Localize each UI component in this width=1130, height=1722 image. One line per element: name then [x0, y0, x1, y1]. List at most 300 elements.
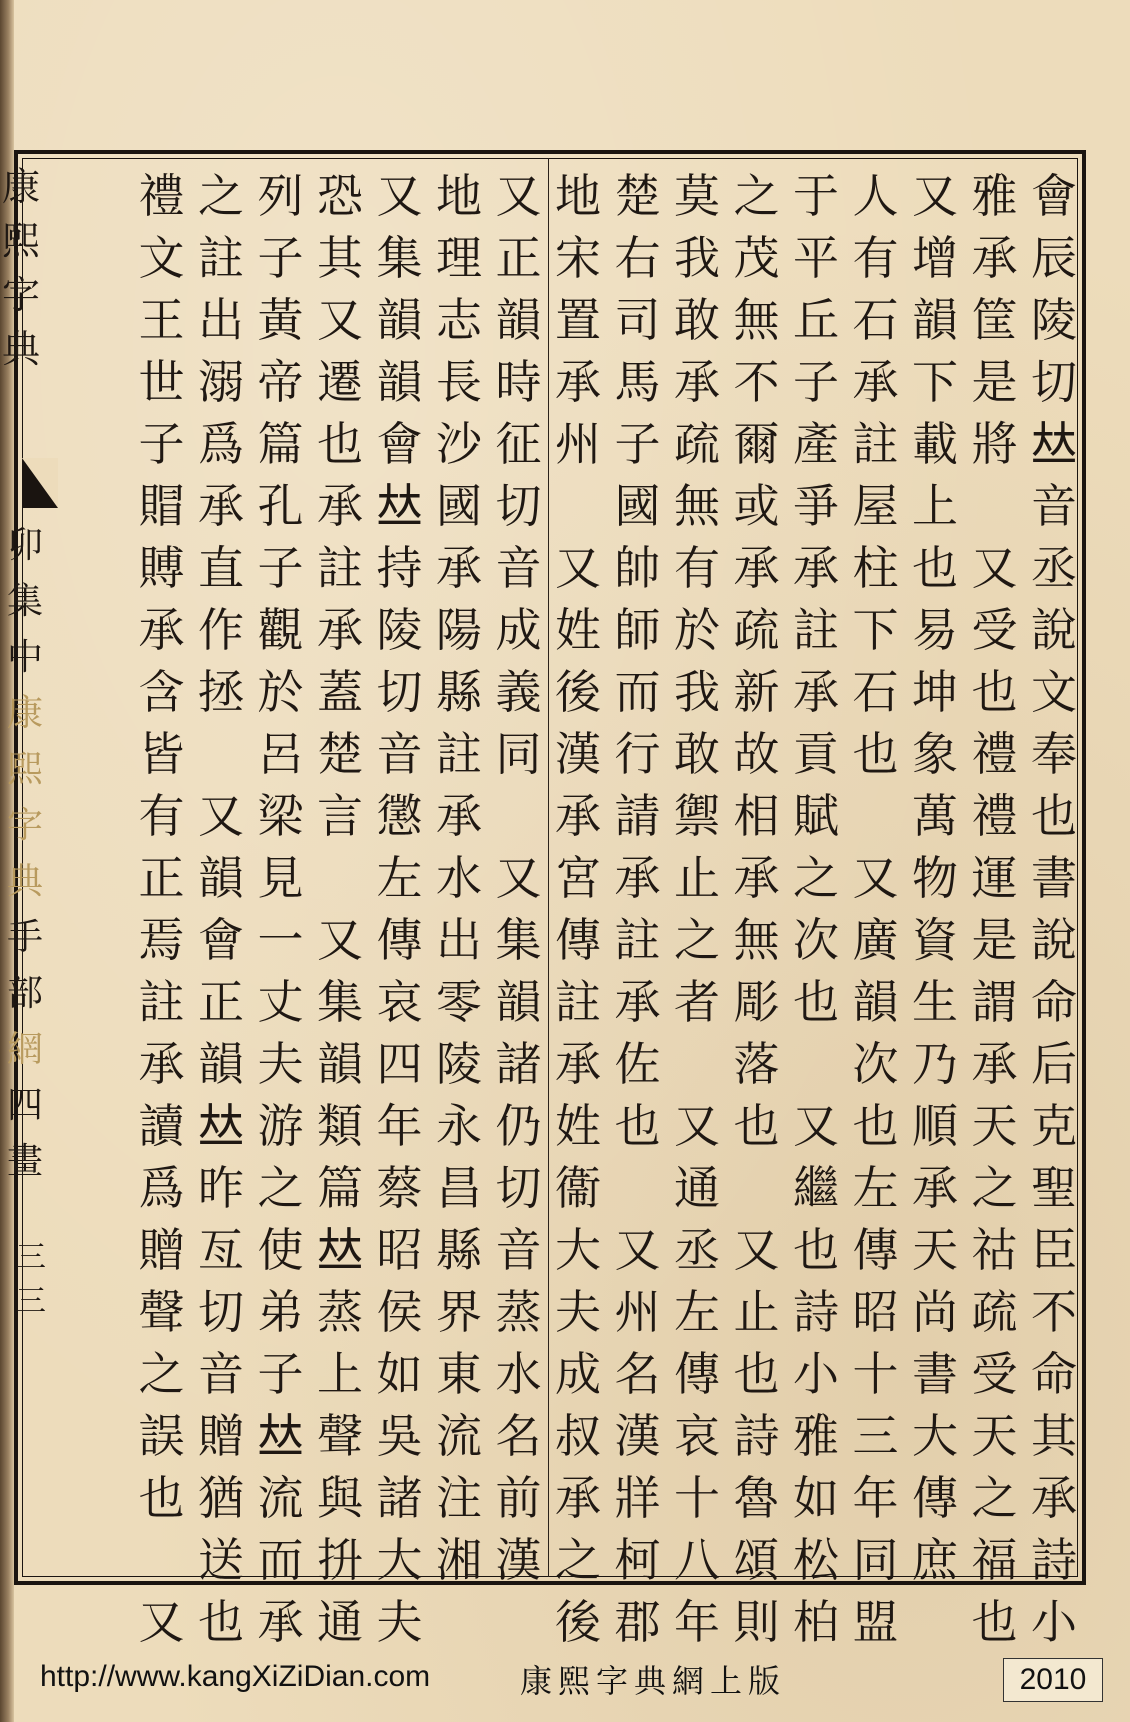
text-char: 楚	[317, 727, 363, 781]
text-char: 又	[674, 1099, 720, 1153]
text-char: 集	[317, 975, 363, 1029]
text-char: 十	[852, 1347, 899, 1401]
text-char: 使	[257, 1223, 304, 1277]
text-char: 敢	[674, 293, 720, 347]
text-column	[197, 165, 245, 1653]
text-char: 𠀤	[1031, 417, 1077, 471]
text-char: 切	[495, 1161, 542, 1215]
text-char: 子	[257, 1347, 304, 1401]
text-char: 註	[317, 541, 363, 595]
text-char: 猶	[198, 1471, 244, 1525]
text-char: 莫	[674, 169, 720, 223]
text-char: 贈	[138, 1223, 185, 1277]
text-char: 韻	[198, 851, 244, 905]
text-char: 運	[971, 851, 1018, 905]
text-char: 是	[971, 913, 1018, 967]
text-char: 之	[733, 169, 780, 223]
text-char: 直	[198, 541, 244, 595]
text-char: 註	[852, 417, 899, 471]
text-char: 漢	[495, 1533, 542, 1587]
text-char: 音	[198, 1347, 244, 1401]
text-char	[673, 1033, 721, 1095]
text-char	[792, 1033, 840, 1095]
text-char: 次	[793, 913, 839, 967]
text-char: 成	[555, 1347, 601, 1401]
text-char: 音	[376, 727, 423, 781]
text-char: 國	[436, 479, 482, 533]
text-char: 新	[733, 665, 780, 719]
text-char: 韻	[376, 293, 423, 347]
text-char: 承	[138, 603, 185, 657]
text-char	[138, 1529, 186, 1591]
text-char: 也	[138, 1471, 185, 1525]
text-char: 湘	[436, 1533, 482, 1587]
text-char: 年	[852, 1471, 899, 1525]
text-char: 誤	[138, 1409, 185, 1463]
text-char: 之	[555, 1533, 601, 1587]
text-char: 師	[614, 603, 661, 657]
margin-section	[0, 518, 50, 1190]
text-char: 彫	[733, 975, 780, 1029]
text-char: 注	[436, 1471, 482, 1525]
text-char: 不	[1031, 1285, 1077, 1339]
text-char: 置	[555, 293, 601, 347]
text-char: 焉	[138, 913, 185, 967]
text-char: 詩	[733, 1409, 780, 1463]
text-char: 承	[674, 355, 720, 409]
text-char: 切	[198, 1285, 244, 1339]
text-char: 哀	[376, 975, 423, 1029]
text-char: 承	[1031, 1471, 1077, 1525]
text-char: 讀	[138, 1099, 185, 1153]
text-char: 四	[376, 1037, 423, 1091]
text-char	[614, 1157, 662, 1219]
text-char: 司	[614, 293, 661, 347]
text-char: 哀	[674, 1409, 720, 1463]
text-char: 者	[674, 975, 720, 1029]
text-char: 承	[555, 789, 601, 843]
margin-stamp: 康熙字典	[6, 693, 43, 902]
text-char: 丞	[1031, 541, 1077, 595]
text-char: 丞	[674, 1223, 720, 1277]
text-char: 子	[793, 355, 839, 409]
text-char: 頌	[733, 1533, 780, 1587]
text-char: 正	[198, 975, 244, 1029]
text-char: 筐	[971, 293, 1018, 347]
text-char: 承	[436, 541, 482, 595]
text-char: 一	[257, 913, 304, 967]
text-char: 禮	[138, 169, 185, 223]
text-char: 承	[733, 851, 780, 905]
text-char	[554, 475, 602, 537]
text-char: 魯	[733, 1471, 780, 1525]
text-char: 生	[912, 975, 958, 1029]
text-char: 韻	[912, 293, 958, 347]
text-char: 止	[733, 1285, 780, 1339]
margin-stamp-2: 網	[6, 1029, 43, 1070]
text-char	[852, 785, 900, 847]
text-char: 左	[674, 1285, 720, 1339]
text-char: 言	[317, 789, 363, 843]
text-column	[495, 165, 543, 1591]
text-char: 承	[198, 479, 244, 533]
text-char: 名	[614, 1347, 661, 1401]
text-char: 故	[733, 727, 780, 781]
text-char: 篇	[317, 1161, 363, 1215]
text-char: 我	[674, 231, 720, 285]
text-char: 侯	[376, 1285, 423, 1339]
text-char: 易	[912, 603, 958, 657]
footer-page-number: 2010	[1003, 1658, 1103, 1702]
text-char: 則	[733, 1595, 780, 1649]
text-char: 雅	[793, 1409, 839, 1463]
text-column	[673, 165, 721, 1653]
text-char: 天	[912, 1223, 958, 1277]
text-char: 柯	[614, 1533, 661, 1587]
text-char: 切	[376, 665, 423, 719]
text-char: 承	[555, 355, 601, 409]
text-char: 音	[495, 1223, 542, 1277]
text-char: 之	[971, 1161, 1018, 1215]
text-char: 產	[793, 417, 839, 471]
text-char: 下	[852, 603, 899, 657]
text-char: 載	[912, 417, 958, 471]
text-column	[1030, 165, 1078, 1653]
text-char: 也	[852, 727, 899, 781]
text-char: 陵	[1031, 293, 1077, 347]
text-char: 郡	[614, 1595, 661, 1649]
text-char: 名	[495, 1409, 542, 1463]
text-char: 也	[1031, 789, 1077, 843]
text-char: 貢	[793, 727, 839, 781]
text-char: 請	[614, 789, 661, 843]
text-char: 永	[436, 1099, 482, 1153]
text-char: 蒸	[495, 1285, 542, 1339]
text-char: 衞	[555, 1161, 601, 1215]
text-char: 州	[555, 417, 601, 471]
text-char: 地	[436, 169, 482, 223]
text-char: 切	[1031, 355, 1077, 409]
text-char: 文	[138, 231, 185, 285]
text-char: 如	[793, 1471, 839, 1525]
text-char: 零	[436, 975, 482, 1029]
text-char: 承	[138, 1037, 185, 1091]
text-char: 長	[436, 355, 482, 409]
text-char: 也	[733, 1347, 780, 1401]
text-char: 小	[793, 1347, 839, 1401]
text-char: 孔	[257, 479, 304, 533]
text-char: 又	[852, 851, 899, 905]
text-column	[733, 165, 781, 1653]
text-char: 後	[555, 665, 601, 719]
text-char: 義	[495, 665, 542, 719]
text-char: 切	[495, 479, 542, 533]
text-char: 馬	[614, 355, 661, 409]
text-char: 子	[257, 231, 304, 285]
text-char: 昌	[436, 1161, 482, 1215]
text-char: 上	[912, 479, 958, 533]
text-char: 於	[674, 603, 720, 657]
text-char: 賵	[138, 479, 185, 533]
text-char: 聲	[138, 1285, 185, 1339]
text-char: 州	[614, 1285, 661, 1339]
text-char: 會	[376, 417, 423, 471]
text-char: 疏	[971, 1285, 1018, 1339]
text-char: 無	[733, 293, 780, 347]
text-char: 同	[495, 727, 542, 781]
text-char: 不	[733, 355, 780, 409]
text-char: 落	[733, 1037, 780, 1091]
text-char: 之	[971, 1471, 1018, 1525]
text-char: 資	[912, 913, 958, 967]
text-char: 抍	[317, 1533, 363, 1587]
text-char: 音	[1031, 479, 1077, 533]
text-char: 乃	[912, 1037, 958, 1091]
text-char: 敢	[674, 727, 720, 781]
text-char: 八	[674, 1533, 720, 1587]
text-char: 拯	[198, 665, 244, 719]
text-column	[614, 165, 662, 1653]
text-char: 韻	[317, 1037, 363, 1091]
text-char: 姓	[555, 1099, 601, 1153]
text-char: 見	[257, 851, 304, 905]
text-char: 也	[317, 417, 363, 471]
text-char: 承	[793, 541, 839, 595]
text-char: 蔡	[376, 1161, 423, 1215]
text-char: 持	[376, 541, 423, 595]
text-char: 屋	[852, 479, 899, 533]
text-char: 也	[852, 1099, 899, 1153]
text-char: 象	[912, 727, 958, 781]
text-char: 松	[793, 1533, 839, 1587]
text-char: 傳	[852, 1223, 899, 1277]
text-char: 年	[674, 1595, 720, 1649]
text-char: 承	[614, 975, 661, 1029]
text-column	[852, 165, 900, 1653]
text-char: 命	[1031, 1347, 1077, 1401]
text-char: 贈	[198, 1409, 244, 1463]
text-char: 集	[495, 913, 542, 967]
text-char: 東	[436, 1347, 482, 1401]
text-char: 承	[971, 231, 1018, 285]
text-column	[911, 165, 959, 1591]
text-column	[376, 165, 424, 1653]
text-char: 賻	[138, 541, 185, 595]
margin-strokes: 四畫	[6, 1085, 43, 1182]
text-char: 夫	[555, 1285, 601, 1339]
text-char: 志	[436, 293, 482, 347]
text-char: 聖	[1031, 1161, 1077, 1215]
text-char: 前	[495, 1471, 542, 1525]
text-char: 子	[257, 541, 304, 595]
text-char: 奉	[1031, 727, 1077, 781]
text-char: 承	[614, 851, 661, 905]
text-column	[138, 165, 186, 1653]
text-char: 流	[257, 1471, 304, 1525]
text-char: 陽	[436, 603, 482, 657]
text-char: 又	[614, 1223, 661, 1277]
text-char: 註	[138, 975, 185, 1029]
text-char: 也	[971, 1595, 1018, 1649]
text-char: 于	[793, 169, 839, 223]
text-char: 傳	[555, 913, 601, 967]
text-char: 大	[376, 1533, 423, 1587]
text-char: 左	[376, 851, 423, 905]
margin-book-title: 康熙字典	[1, 165, 40, 371]
text-char: 尚	[912, 1285, 958, 1339]
text-char: 又	[495, 851, 542, 905]
text-char: 次	[852, 1037, 899, 1091]
text-char: 也	[614, 1099, 661, 1153]
text-char: 柱	[852, 541, 899, 595]
text-char: 陵	[376, 603, 423, 657]
text-char: 又	[376, 169, 423, 223]
text-column	[257, 165, 305, 1653]
text-char: 有	[674, 541, 720, 595]
text-char: 承	[971, 1037, 1018, 1091]
text-char: 爲	[198, 417, 244, 471]
text-char: 溺	[198, 355, 244, 409]
text-char: 𠀤	[198, 1099, 244, 1153]
text-char: 其	[1031, 1409, 1077, 1463]
text-char: 書	[1031, 851, 1077, 905]
text-char: 又	[733, 1223, 780, 1277]
text-char: 列	[257, 169, 304, 223]
text-char: 子	[138, 417, 185, 471]
text-char: 世	[138, 355, 185, 409]
text-char: 流	[436, 1409, 482, 1463]
text-char: 庶	[912, 1533, 958, 1587]
text-char: 又	[912, 169, 958, 223]
text-char: 無	[674, 479, 720, 533]
text-char: 物	[912, 851, 958, 905]
text-char: 詩	[1031, 1533, 1077, 1587]
margin-radical: 手部	[6, 917, 43, 1014]
text-char: 沙	[436, 417, 482, 471]
text-char: 文	[1031, 665, 1077, 719]
footer-url[interactable]: http://www.kangXiZiDian.com	[40, 1660, 431, 1693]
text-char: 順	[912, 1099, 958, 1153]
text-char: 遷	[317, 355, 363, 409]
text-char: 漢	[614, 1409, 661, 1463]
text-char: 韻	[495, 293, 542, 347]
text-char	[733, 1157, 781, 1219]
text-char: 韻	[852, 975, 899, 1029]
text-column	[435, 165, 483, 1591]
text-char: 呂	[257, 727, 304, 781]
text-char: 如	[376, 1347, 423, 1401]
text-char: 年	[376, 1099, 423, 1153]
text-char: 註	[614, 913, 661, 967]
text-char: 也	[971, 665, 1018, 719]
text-char: 或	[733, 479, 780, 533]
text-char: 行	[614, 727, 661, 781]
text-char: 禮	[971, 789, 1018, 843]
text-char: 帥	[614, 541, 661, 595]
text-char: 又	[793, 1099, 839, 1153]
text-char: 上	[317, 1347, 363, 1401]
text-char: 又	[198, 789, 244, 843]
text-char: 姓	[555, 603, 601, 657]
text-char: 征	[495, 417, 542, 471]
text-char: 地	[555, 169, 601, 223]
text-char: 王	[138, 293, 185, 347]
text-char: 蒸	[317, 1285, 363, 1339]
text-char: 辰	[1031, 231, 1077, 285]
text-char: 牂	[614, 1471, 661, 1525]
text-char: 禮	[971, 727, 1018, 781]
text-char	[197, 723, 245, 785]
text-char	[495, 785, 543, 847]
text-char: 之	[674, 913, 720, 967]
text-char: 梁	[257, 789, 304, 843]
text-char: 韻	[495, 975, 542, 1029]
text-char: 也	[733, 1099, 780, 1153]
text-char: 與	[317, 1471, 363, 1525]
text-char: 而	[257, 1533, 304, 1587]
text-char: 會	[1031, 169, 1077, 223]
text-char: 廣	[852, 913, 899, 967]
text-char: 我	[674, 665, 720, 719]
text-char: 賦	[793, 789, 839, 843]
text-char: 受	[971, 1347, 1018, 1401]
text-char: 大	[912, 1409, 958, 1463]
text-char: 茂	[733, 231, 780, 285]
text-char: 臣	[1031, 1223, 1077, 1277]
text-char: 之	[257, 1161, 304, 1215]
text-char: 又	[971, 541, 1018, 595]
text-char: 爲	[138, 1161, 185, 1215]
text-char: 雅	[971, 169, 1018, 223]
text-char: 爭	[793, 479, 839, 533]
text-char: 三	[852, 1409, 899, 1463]
text-char: 漢	[555, 727, 601, 781]
text-char: 十	[674, 1471, 720, 1525]
margin-page-number: 三三	[16, 1240, 46, 1319]
text-char: 承	[317, 603, 363, 657]
text-char: 疏	[674, 417, 720, 471]
text-char: 𠀤	[376, 479, 423, 533]
text-char: 也	[198, 1595, 244, 1649]
text-char: 盟	[852, 1595, 899, 1649]
text-char: 註	[793, 603, 839, 657]
text-char: 將	[971, 417, 1018, 471]
text-char: 丘	[793, 293, 839, 347]
text-char: 增	[912, 231, 958, 285]
text-char: 出	[198, 293, 244, 347]
text-char: 平	[793, 231, 839, 285]
text-char: 夫	[257, 1037, 304, 1091]
text-char: 正	[138, 851, 185, 905]
text-char: 又	[138, 1595, 185, 1649]
text-char: 時	[495, 355, 542, 409]
text-char: 祜	[971, 1223, 1018, 1277]
text-char: 其	[317, 231, 363, 285]
text-char: 相	[733, 789, 780, 843]
text-char: 宋	[555, 231, 601, 285]
text-char: 承	[555, 1471, 601, 1525]
text-char: 又	[317, 913, 363, 967]
text-char: 克	[1031, 1099, 1077, 1153]
text-char: 柏	[793, 1595, 839, 1649]
text-char: 通	[317, 1595, 363, 1649]
text-char: 韻	[198, 1037, 244, 1091]
text-char: 通	[674, 1161, 720, 1215]
text-char: 界	[436, 1285, 482, 1339]
text-char: 承	[912, 1161, 958, 1215]
text-char: 同	[852, 1533, 899, 1587]
text-char: 水	[436, 851, 482, 905]
